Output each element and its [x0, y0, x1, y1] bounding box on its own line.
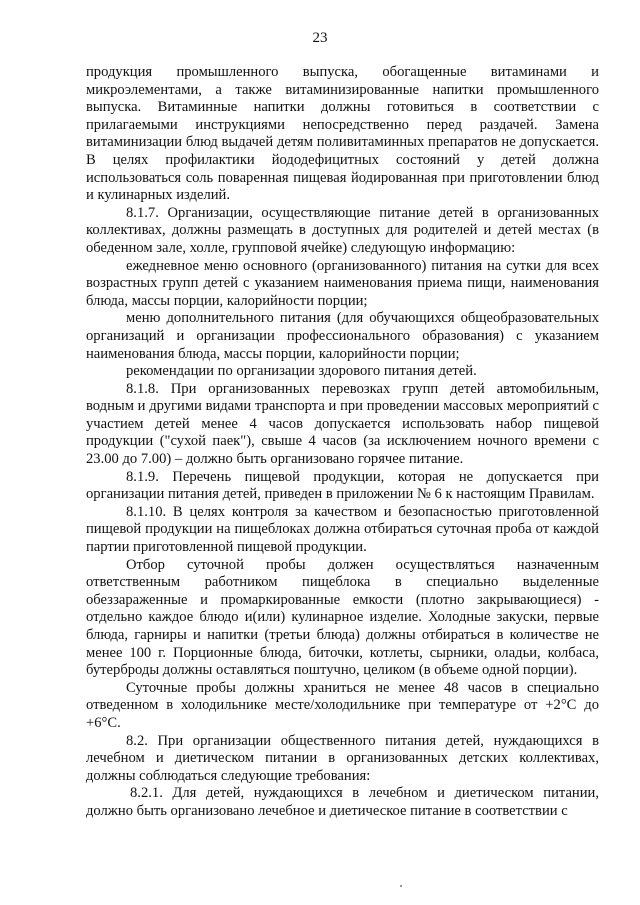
paragraph-extra-menu: меню дополнительного питания (для обучающихся общеобразовательных организаций и организации профессионального образования) с указанием наименования блюда, массы порции, калорийности порции;: [86, 310, 599, 362]
paragraph-8-1-7: 8.1.7. Организации, осуществляющие питание детей в организованных коллективах, должны размещать в доступных для родителей и детей местах (в обеденном зале, холле, групповой ячейке) следующую информацию:: [86, 204, 599, 256]
paragraph-daily-menu: ежедневное меню основного (организованного) питания на сутки для всех возрастных групп детей с указанием наименования приема пищи, наименования блюда, массы порции, калорийности порции;: [86, 257, 599, 309]
paragraph-recommendations: рекомендации по организации здорового питания детей.: [126, 363, 477, 380]
paragraph-8-1-10: 8.1.10. В целях контроля за качеством и безопасностью приготовленной пищевой продукции на пищеблоках должна отбираться суточная проба от каждой партии приготовленной пищевой продукции.: [86, 503, 599, 556]
paragraph-8-2-1: 8.2.1. Для детей, нуждающихся в лечебном и диетическом питании, должно быть организовано лечебное и диетическое питание в соответствии с: [86, 785, 599, 819]
page-number: 23: [312, 30, 328, 46]
paragraph-8-2: 8.2. При организации общественного питания детей, нуждающихся в лечебном и диетическом питании в организованных детских коллективах, должны соблюдаться следующие требования:: [86, 732, 599, 784]
paragraph-8-1-8: 8.1.8. При организованных перевозках групп детей автомобильным, водным и другими видами транспорта и при проведении массовых мероприятий с участием детей менее 4 часов допускается использовать набор пищевой продукции ("сухой паек"), свыше 4 часов (за исключением ночного времени с 23.00 до 7.00) – должно быть организовано горячее питание.: [86, 380, 599, 468]
paragraph-continuation: продукция промышленного выпуска, обогащенные витаминами и микроэлементами, а также витаминизированные напитки промышленного выпуска. Витаминные напитки должны готовиться в соответствии с прилагаемыми инструкциями непосредственно перед раздачей. Замена витаминизации блюд выдачей детям поливитаминных препаратов не допускается. В целях профилактики йододефицитных состояний у детей должна использоваться соль поваренная пищевая йодированная при приготовлении блюд и кулинарных изделий.: [86, 64, 599, 204]
paragraph-storage: Суточные пробы должны храниться не менее 48 часов в специально отведенном в холодильнике месте/холодильнике при температуре от +2°С до +6°С.: [86, 679, 599, 731]
scan-speck: [400, 885, 402, 887]
paragraph-8-1-9: 8.1.9. Перечень пищевой продукции, которая не допускается при организации питания детей, приведен в приложении № 6 к настоящим Правилам.: [86, 468, 599, 503]
paragraph-sampling: Отбор суточной пробы должен осуществляться назначенным ответственным работником пищеблока в специально выделенные обеззараженные и промаркированные емкости (плотно закрывающиеся) - отдельно каждое блюдо и(или) кулинарное изделие. Холодные закуски, первые блюда, гарниры и напитки (третьи блюда) должны отбираться в количестве не менее 100 г. Порционные блюда, биточки, котлеты, сырники, оладьи, колбаса, бутерброды должны оставляться поштучно, целиком (в объеме одной порции).: [86, 556, 599, 679]
page-body: [86, 64, 599, 821]
